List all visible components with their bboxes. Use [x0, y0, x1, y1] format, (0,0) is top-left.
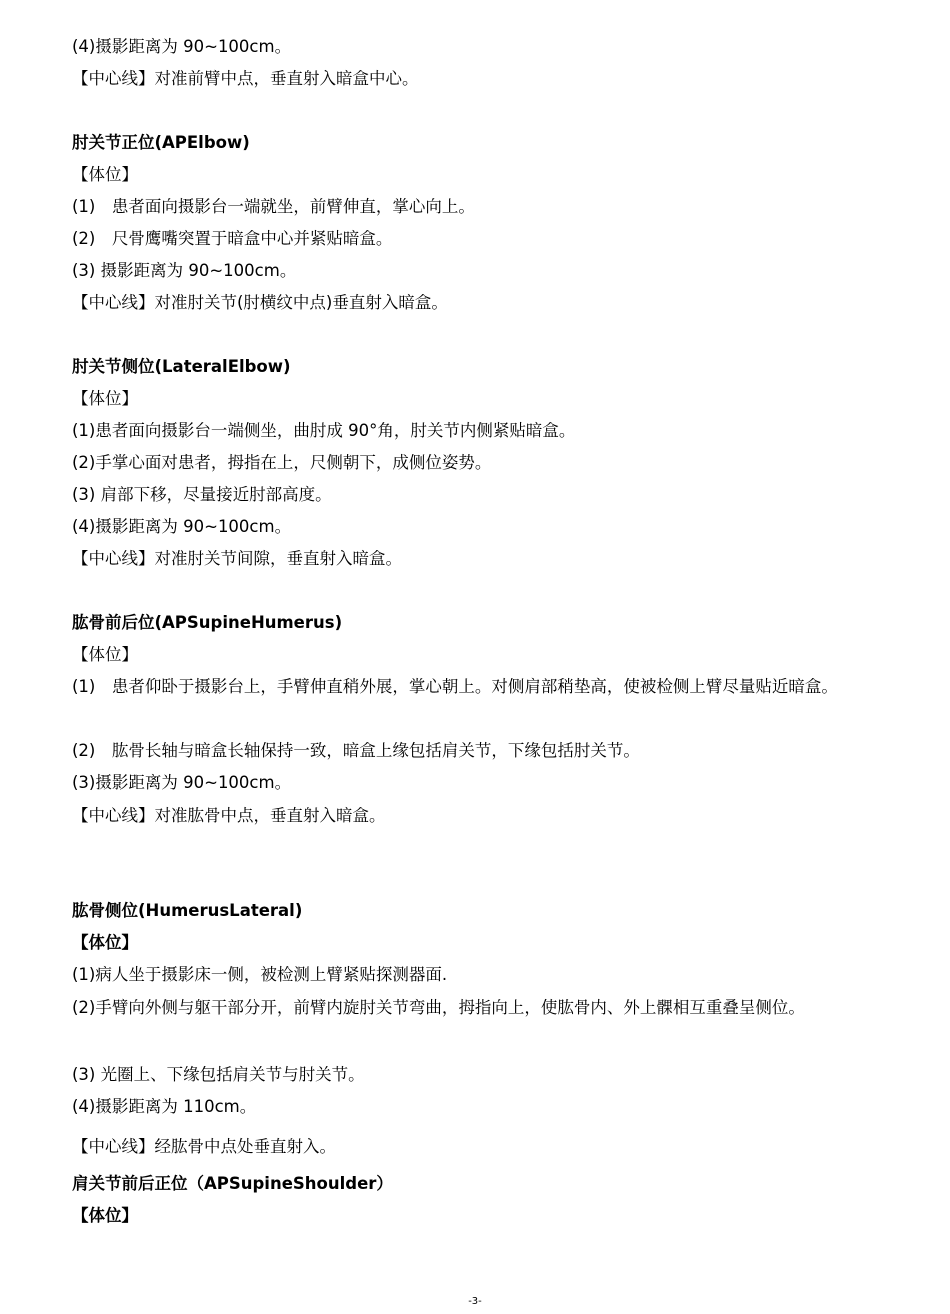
list-item: (2)手掌心面对患者，拇指在上，尺侧朝下，成侧位姿势。 — [72, 453, 492, 472]
top-item-4: (4)摄影距离为 90~100cm。 — [72, 37, 292, 56]
list-item: (1) 患者仰卧于摄影台上，手臂伸直稍外展，掌心朝上。对侧肩部稍垫高，使被检侧上臂尽量贴近暗盒。 — [72, 677, 838, 696]
center-line-text: 【中心线】对准肘关节间隙，垂直射入暗盒。 — [72, 549, 402, 568]
center-line-text: 【中心线】经肱骨中点处垂直射入。 — [72, 1137, 336, 1156]
list-item: (3)摄影距离为 90~100cm。 — [72, 773, 292, 792]
section-title-humerus-lateral: 肱骨侧位(HumerusLateral) — [72, 901, 303, 920]
section-title-ap-elbow: 肘关节正位(APElbow) — [72, 133, 250, 152]
list-item: (1)患者面向摄影台一端侧坐，曲肘成 90°角，肘关节内侧紧贴暗盒。 — [72, 421, 576, 440]
list-item: (1)病人坐于摄影床一侧，被检测上臂紧贴探测器面. — [72, 965, 448, 984]
top-center-line: 【中心线】对准前臂中点，垂直射入暗盒中心。 — [72, 69, 419, 88]
posture-label: 【体位】 — [72, 933, 138, 952]
section-title-lateral-elbow: 肘关节侧位(LateralElbow) — [72, 357, 291, 376]
list-item: (2)手臂向外侧与躯干部分开，前臂内旋肘关节弯曲，拇指向上，使肱骨内、外上髁相互重叠呈侧位。 — [72, 998, 805, 1017]
list-item: (2) 肱骨长轴与暗盒长轴保持一致，暗盒上缘包括肩关节，下缘包括肘关节。 — [72, 741, 640, 760]
section-title-ap-shoulder: 肩关节前后正位（APSupineShoulder） — [72, 1174, 393, 1193]
section-title-ap-humerus: 肱骨前后位(APSupineHumerus) — [72, 613, 343, 632]
list-item: (2) 尺骨鹰嘴突置于暗盒中心并紧贴暗盒。 — [72, 229, 393, 248]
list-item: (1) 患者面向摄影台一端就坐，前臂伸直，掌心向上。 — [72, 197, 475, 216]
center-line-text: 【中心线】对准肘关节(肘横纹中点)垂直射入暗盒。 — [72, 293, 448, 312]
posture-label: 【体位】 — [72, 1206, 138, 1225]
list-item: (3) 摄影距离为 90~100cm。 — [72, 261, 297, 280]
posture-label: 【体位】 — [72, 165, 138, 184]
list-item: (3) 光圈上、下缘包括肩关节与肘关节。 — [72, 1065, 365, 1084]
list-item: (4)摄影距离为 90~100cm。 — [72, 517, 292, 536]
page-number: -3- — [468, 1296, 482, 1307]
posture-label: 【体位】 — [72, 389, 138, 408]
list-item: (3) 肩部下移，尽量接近肘部高度。 — [72, 485, 332, 504]
list-item: (4)摄影距离为 110cm。 — [72, 1097, 257, 1116]
posture-label: 【体位】 — [72, 645, 138, 664]
center-line-text: 【中心线】对准肱骨中点，垂直射入暗盒。 — [72, 806, 386, 825]
